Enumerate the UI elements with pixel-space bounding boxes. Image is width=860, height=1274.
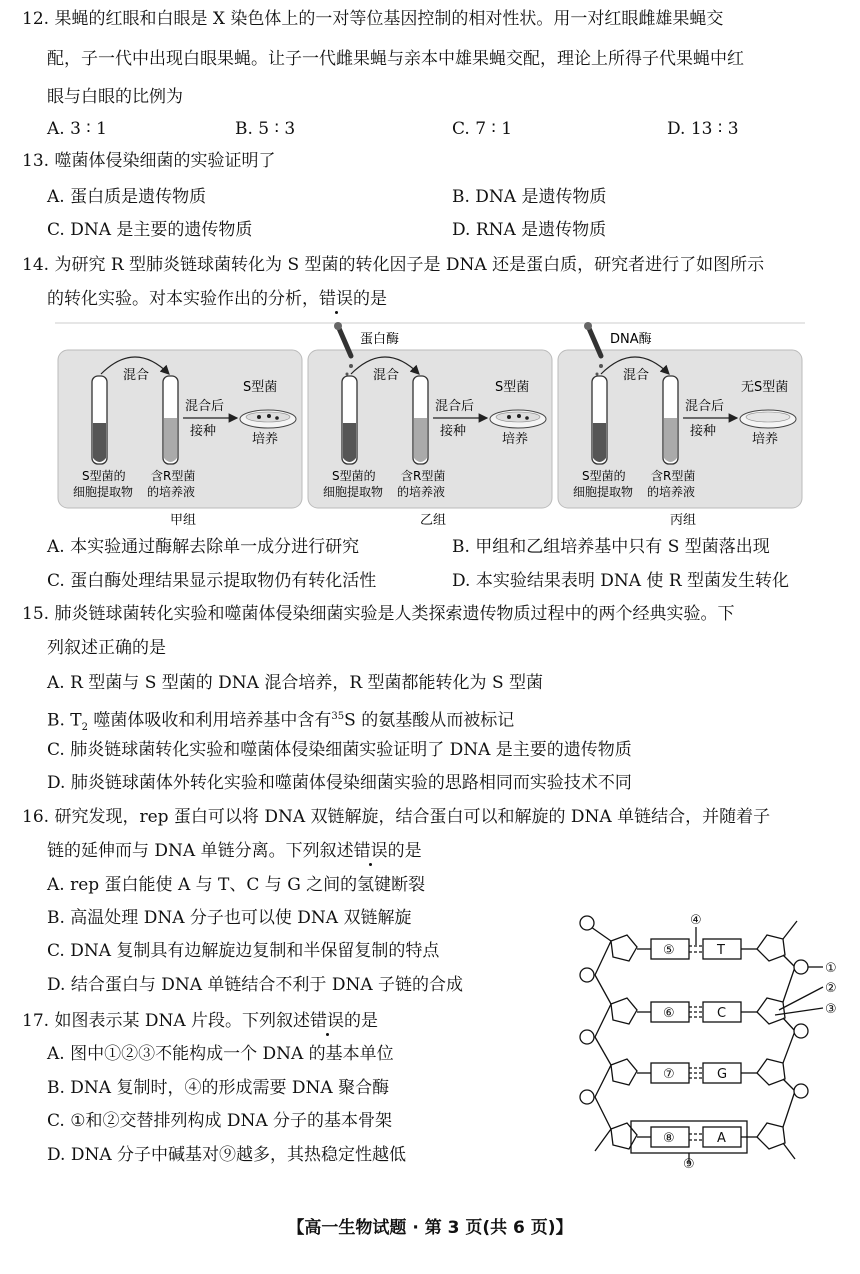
panel-group-b [308, 322, 552, 528]
q17-option-c: C. ①和②交替排列构成 DNA 分子的基本骨架 [47, 1111, 393, 1131]
q15-option-d: D. 肺炎链球菌体外转化实验和噬菌体侵染细菌实验的思路相同而实验技术不同 [47, 773, 632, 793]
q15-option-a: A. R 型菌与 S 型菌的 DNA 混合培养，R 型菌都能转化为 S 型菌 [47, 673, 543, 693]
q16-stem-line2: 链的延伸而与 DNA 单链分离。下列叙述错误的是 [47, 841, 422, 861]
base-label: ⑤ [663, 943, 675, 958]
culture-label: 培养 [502, 432, 529, 447]
q12-option-d: D. 13 ∶ 3 [667, 119, 739, 139]
q13-option-c: C. DNA 是主要的遗传物质 [47, 220, 253, 240]
base-label: A [717, 1131, 726, 1146]
q16-option-c: C. DNA 复制具有边解旋边复制和半保留复制的特点 [47, 941, 440, 961]
transformation-experiment-figure [55, 318, 810, 533]
tube2-label-line2: 的培养液 [397, 485, 446, 499]
base-label: G [717, 1067, 728, 1082]
enzyme-b-label: 蛋白酶 [360, 332, 400, 347]
q17-option-d: D. DNA 分子中碱基对⑨越多，其热稳定性越低 [47, 1145, 407, 1165]
q15-stem-line1: 15. 肺炎链球菌转化实验和噬菌体侵染细菌实验是人类探索遗传物质过程中的两个经典实验。下 [22, 604, 735, 624]
q12-option-a: A. 3 ∶ 1 [47, 119, 107, 139]
tube2-label-line1: 含R型菌 [651, 469, 696, 483]
q15-stem-line2: 列叙述正确的是 [47, 638, 166, 658]
base-label: ⑦ [663, 1067, 675, 1082]
label-9: ⑨ [683, 1157, 695, 1170]
tube2-label-line2: 的培养液 [147, 485, 196, 499]
tube1-label-line2: 细胞提取物 [573, 485, 634, 499]
mix-label: 混合 [623, 368, 650, 383]
q17-option-a: A. 图中①②③不能构成一个 DNA 的基本单位 [47, 1044, 394, 1064]
enzyme-c-label: DNA酶 [610, 332, 652, 347]
label-4: ④ [690, 913, 702, 928]
q13-option-a: A. 蛋白质是遗传物质 [47, 187, 207, 207]
panel-group-a [58, 350, 302, 528]
tube1-label-line2: 细胞提取物 [323, 485, 384, 499]
emphasis-mark: 错误 [353, 841, 388, 861]
q16-option-a: A. rep 蛋白能使 A 与 T、C 与 G 之间的氢键断裂 [47, 875, 426, 895]
culture-label: 培养 [252, 432, 279, 447]
q13-stem: 13. 噬菌体侵染细菌的实验证明了 [22, 151, 276, 171]
mix-label: 混合 [373, 368, 400, 383]
label-3: ③ [825, 1002, 837, 1017]
group-b-label: 乙组 [420, 513, 447, 528]
tube1-label-line2: 细胞提取物 [73, 485, 134, 499]
group-c-label: 丙组 [670, 513, 697, 528]
q14-stem-line2: 的转化实验。对本实验作出的分析，错误的是 [47, 289, 387, 309]
q16-stem-line1: 16. 研究发现，rep 蛋白可以将 DNA 双链解旋，结合蛋白可以和解旋的 DNA 单链结合，并随着子 [22, 807, 771, 827]
base-label: C [717, 1006, 727, 1021]
q12-stem-line3: 眼与白眼的比例为 [47, 87, 183, 107]
tube2-label-line2: 的培养液 [647, 485, 696, 499]
q14-option-d: D. 本实验结果表明 DNA 使 R 型菌发生转化 [452, 571, 790, 591]
q14-option-a: A. 本实验通过酶解去除单一成分进行研究 [47, 537, 360, 557]
q14-option-b: B. 甲组和乙组培养基中只有 S 型菌落出现 [452, 537, 770, 557]
dna-fragment-figure [575, 905, 850, 1170]
q15-option-c: C. 肺炎链球菌转化实验和噬菌体侵染细菌实验证明了 DNA 是主要的遗传物质 [47, 740, 632, 760]
group-a-label: 甲组 [170, 513, 197, 528]
tube2-label-line1: 含R型菌 [151, 469, 196, 483]
page-footer: 【高一生物试题 · 第 3 页(共 6 页)】 [287, 1218, 573, 1238]
tube2-label-line1: 含R型菌 [401, 469, 446, 483]
q12-option-c: C. 7 ∶ 1 [452, 119, 513, 139]
q16-option-b: B. 高温处理 DNA 分子也可以使 DNA 双链解旋 [47, 908, 412, 928]
label-1: ① [825, 961, 837, 976]
base-label: T [717, 943, 725, 958]
inoculate-label: 接种 [440, 424, 467, 439]
tube1-label-line1: S型菌的 [332, 469, 376, 483]
inoculate-label: 接种 [190, 424, 217, 439]
q16-option-d: D. 结合蛋白与 DNA 单链结合不利于 DNA 子链的合成 [47, 975, 464, 995]
tube1-label-line1: S型菌的 [582, 469, 626, 483]
q12-option-b: B. 5 ∶ 3 [235, 119, 296, 139]
mix-after-label: 混合后 [185, 399, 225, 414]
culture-label: 培养 [752, 432, 779, 447]
q13-option-d: D. RNA 是遗传物质 [452, 220, 607, 240]
q12-stem-line2: 配，子一代中出现白眼果蝇。让子一代雌果蝇与亲本中雄果蝇交配，理论上所得子代果蝇中红 [47, 49, 744, 69]
mix-after-label: 混合后 [435, 399, 475, 414]
emphasis-mark: 错误 [310, 1011, 345, 1031]
tube1-label-line1: S型菌的 [82, 469, 126, 483]
base-label: ⑧ [663, 1131, 675, 1146]
q14-option-c: C. 蛋白酶处理结果显示提取物仍有转化活性 [47, 571, 377, 591]
result-b-label: S型菌 [495, 380, 530, 395]
q15-option-b: B. $T_2$ 噬菌体吸收和利用培养基中含有$^{35}$S 的氨基酸从而被标记 [47, 710, 515, 734]
q13-option-b: B. DNA 是遗传物质 [452, 187, 607, 207]
q12-stem-line1: 12. 果蝇的红眼和白眼是 X 染色体上的一对等位基因控制的相对性状。用一对红眼雌雄果蝇交 [22, 9, 724, 29]
q17-option-b: B. DNA 复制时，④的形成需要 DNA 聚合酶 [47, 1078, 390, 1098]
result-c-label: 无S型菌 [741, 380, 789, 395]
q14-stem-line1: 14. 为研究 R 型肺炎链球菌转化为 S 型菌的转化因子是 DNA 还是蛋白质，研究者进行了如图所示 [22, 255, 765, 275]
emphasis-mark: 错误 [319, 289, 353, 309]
result-a-label: S型菌 [243, 380, 278, 395]
label-2: ② [825, 981, 837, 996]
mix-after-label: 混合后 [685, 399, 725, 414]
base-label: ⑥ [663, 1006, 675, 1021]
q17-stem: 17. 如图表示某 DNA 片段。下列叙述错误的是 [22, 1011, 379, 1031]
panel-group-c [558, 322, 802, 528]
inoculate-label: 接种 [690, 424, 717, 439]
mix-label: 混合 [123, 368, 150, 383]
